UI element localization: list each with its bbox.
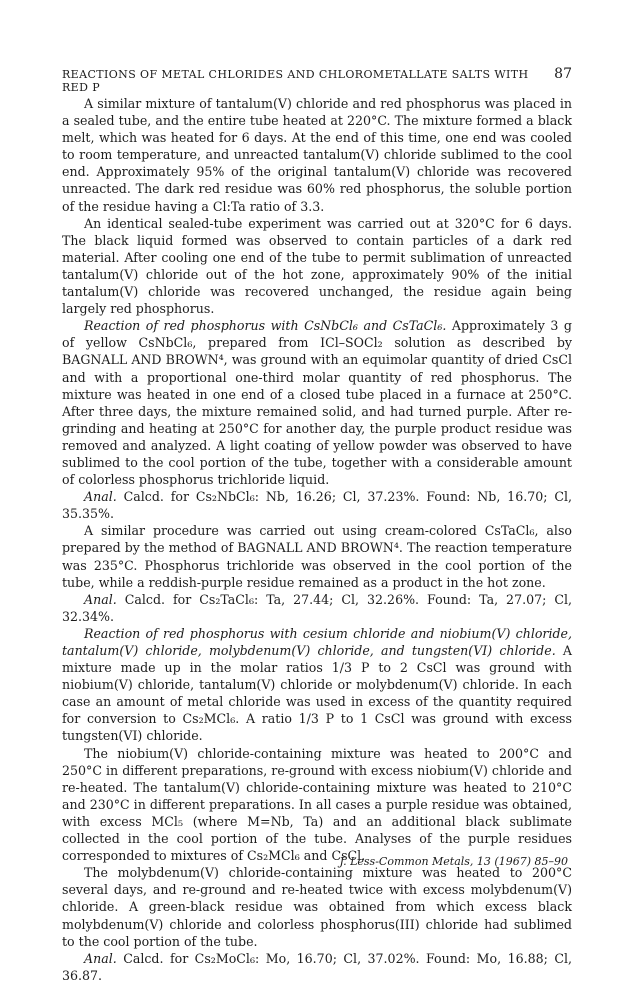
- section-heading: Reaction of red phosphorus with cesium chloride and niobium(V) chloride, tantalum(V) chloride, molybdenum(V) chloride, and tungsten(VI) chloride.: [62, 625, 572, 658]
- anal-label: Anal.: [84, 591, 117, 607]
- paragraph: Reaction of red phosphorus with cesium chloride and niobium(V) chloride, tantalum(V) chloride, molybdenum(V) chloride, and tungsten(VI) chloride. A mixture made up in the molar ratios 1/3 P to 2 CsCl was ground with niobium(V) chloride, tantalum(V) chloride or molybdenum(V) chloride. In each case an amount of metal chloride was used in excess of the quantity required for conversion to Cs₂MCl₆. A ratio 1/3 P to 1 CsCl was ground with excess tungsten(VI) chloride.: [62, 625, 572, 744]
- running-title: REACTIONS OF METAL CHLORIDES AND CHLOROMETALLATE SALTS WITH RED P: [62, 68, 529, 94]
- page-number: 87: [554, 66, 572, 82]
- analysis-line: Anal. Calcd. for Cs₂MoCl₆: Mo, 16.70; Cl, 37.02%. Found: Mo, 16.88; Cl, 36.87.: [62, 950, 572, 983]
- anal-label: Anal.: [84, 950, 117, 966]
- anal-label: Anal.: [84, 489, 117, 505]
- journal-citation: J. Less-Common Metals, 13 (1967) 85–90: [339, 855, 568, 868]
- paragraph: Reaction of red phosphorus with CsNbCl₆ and CsTaCl₆. Approximately 3 g of yellow CsNbCl₆, prepared from ICl–SOCl₂ solution as described by BAGNALL AND BROWN⁴, was ground with an equimolar quantity of dried CsCl and with a proportional one-third molar quantity of red phosphorus. The mixture was heated in one end of a closed tube placed in a furnace at 250°C. After three days, the mixture remained solid, and had turned purple. After re-grinding and heating at 250°C for another day, the purple product residue was removed and analyzed. A light coating of yellow powder was observed to have sublimed to the cool portion of the tube, together with a considerable amount of colorless phosphorus trichloride liquid.: [62, 318, 572, 488]
- paragraph: A similar procedure was carried out using cream-colored CsTaCl₆, also prepared by the method of BAGNALL AND BROWN⁴. The reaction temperature was 235°C. Phosphorus trichloride was observed in the cool portion of the tube, while a reddish-purple residue remained as a product in the hot zone.: [62, 523, 572, 590]
- paragraph: A similar mixture of tantalum(V) chloride and red phosphorus was placed in a sealed tube, and the entire tube heated at 220°C. The mixture formed a black melt, which was heated for 6 days. At the end of this time, one end was cooled to room temperature, and unreacted tantalum(V) chloride sublimed to the cool end. Approximately 95% of the original tantalum(V) chloride was recovered unreacted. The dark red residue was 60% red phosphorus, the soluble portion of the residue having a Cl:Ta ratio of 3.3.: [62, 96, 572, 214]
- page-header: [62, 66, 572, 94]
- paragraph: The niobium(V) chloride-containing mixture was heated to 200°C and 250°C in different preparations, re-ground with excess niobium(V) chloride and re-heated. The tantalum(V) chloride-containing mixture was heated to 210°C and 230°C in different preparations. In all cases a purple residue was obtained, with excess MCl₅ (where M=Nb, Ta) and an additional black sublimate collected in the cool portion of the tube. Analyses of the purple residues corresponded to mixtures of Cs₂MCl₆ and CsCl.: [62, 745, 572, 864]
- analysis-line: Anal. Calcd. for Cs₂NbCl₆: Nb, 16.26; Cl, 37.23%. Found: Nb, 16.70; Cl, 35.35%.: [62, 489, 572, 522]
- paragraph: The molybdenum(V) chloride-containing mixture was heated to 200°C several days, and re-ground and re-heated twice with excess molybdenum(V) chloride. A green-black residue was obtained from which excess black molybdenum(V) chloride and colorless phosphorus(III) chloride had sublimed to the cool portion of the tube.: [62, 865, 572, 949]
- paragraph: An identical sealed-tube experiment was carried out at 320°C for 6 days. The black liquid formed was observed to contain particles of a dark red material. After cooling one end of the tube to permit sublimation of unreacted tantalum(V) chloride out of the hot zone, approximately 90% of the initial tantalum(V) chloride was recovered unchanged, the residue again being largely red phosphorus.: [62, 215, 572, 317]
- section-heading: Reaction of red phosphorus with CsNbCl₆ and CsTaCl₆.: [84, 318, 447, 334]
- body-text: [62, 95, 572, 984]
- analysis-line: Anal. Calcd. for Cs₂TaCl₆: Ta, 27.44; Cl, 32.26%. Found: Ta, 27.07; Cl, 32.34%.: [62, 591, 572, 624]
